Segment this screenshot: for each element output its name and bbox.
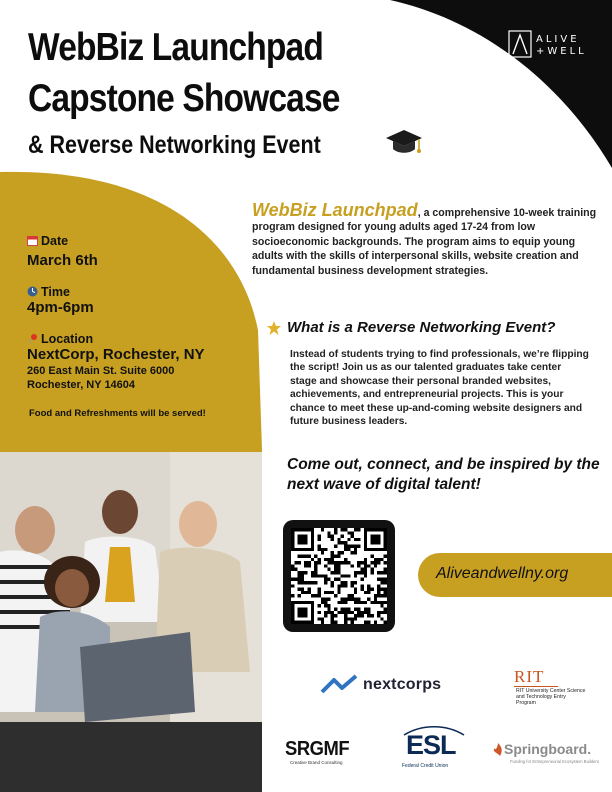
esl-subtitle: Federal Credit Union <box>402 763 449 769</box>
pin-icon <box>27 333 38 344</box>
address-line-1: 260 East Main St. Suite 6000 <box>27 365 175 377</box>
srgmf-subtitle: Creative Brand Consulting <box>290 760 343 765</box>
date-label-row <box>27 234 68 248</box>
springboard-flame-icon <box>492 742 504 758</box>
qr-code-pattern <box>291 528 387 624</box>
graduates-photo <box>0 452 262 792</box>
rit-subtitle: RIT University Center Science and Technology Entry Program <box>516 688 586 706</box>
springboard-subtitle: Funding for Entrepreneurial Ecosystem Builders <box>510 759 599 764</box>
reverse-networking-heading: What is a Reverse Networking Event? <box>287 319 556 336</box>
subtitle: & Reverse Networking Event <box>28 131 321 159</box>
srgmf-logo: SRGMF <box>285 738 350 760</box>
clock-icon <box>27 286 38 297</box>
alive-well-logo-top: ALIVE <box>536 34 580 45</box>
nextcorps-arrow-icon <box>320 672 360 696</box>
location-value: NextCorp, Rochester, NY <box>27 346 205 363</box>
qr-code[interactable] <box>283 520 395 632</box>
nextcorps-logo: nextcorps <box>363 676 442 693</box>
alive-well-mark-icon <box>508 30 532 58</box>
location-label-row <box>27 332 93 346</box>
reverse-networking-body: Instead of students trying to find professionals, we’re flipping the script! Join us as our talented graduates take center stage and showcase their personal branded websites, achievements, and entrepreneurial projects. This is your chance to meet these up-and-coming website designers and future business leaders. <box>290 349 589 428</box>
intro-paragraph <box>252 200 597 278</box>
title-line-2: Capstone Showcase <box>28 77 340 120</box>
cta-text: Come out, connect, and be inspired by the next wave of digital talent! <box>287 456 600 493</box>
star-icon <box>266 320 282 336</box>
location-label: Location <box>41 332 94 346</box>
intro-brand: WebBiz Launchpad <box>252 200 418 220</box>
address-line-2: Rochester, NY 14604 <box>27 379 136 391</box>
time-value: 4pm-6pm <box>27 299 94 316</box>
alive-well-logo-bottom: +WELL <box>536 46 587 57</box>
title-line-1: WebBiz Launchpad <box>28 26 323 69</box>
time-label: Time <box>41 285 70 299</box>
food-note: Food and Refreshments will be served! <box>29 408 206 419</box>
alive-well-logo <box>508 28 592 62</box>
graduation-cap-icon <box>384 126 424 158</box>
rit-divider <box>514 686 558 687</box>
photo-illustration <box>0 452 262 792</box>
springboard-logo: Springboard. <box>504 741 592 757</box>
intro-text: , a comprehensive 10-week training program designed for young adults aged 17-24 from low socioeconomic backgrounds. The program aims to equip young adults with the skills of interpersonal skills, website creation and fundamental business development strategies. <box>252 207 597 277</box>
date-value: March 6th <box>27 252 98 269</box>
date-label: Date <box>41 234 69 248</box>
time-label-row <box>27 285 70 299</box>
website-link[interactable]: Aliveandwellny.org <box>436 565 569 582</box>
rit-logo: RIT <box>514 667 545 686</box>
esl-logo: ESL <box>406 730 456 760</box>
calendar-icon <box>27 235 38 246</box>
